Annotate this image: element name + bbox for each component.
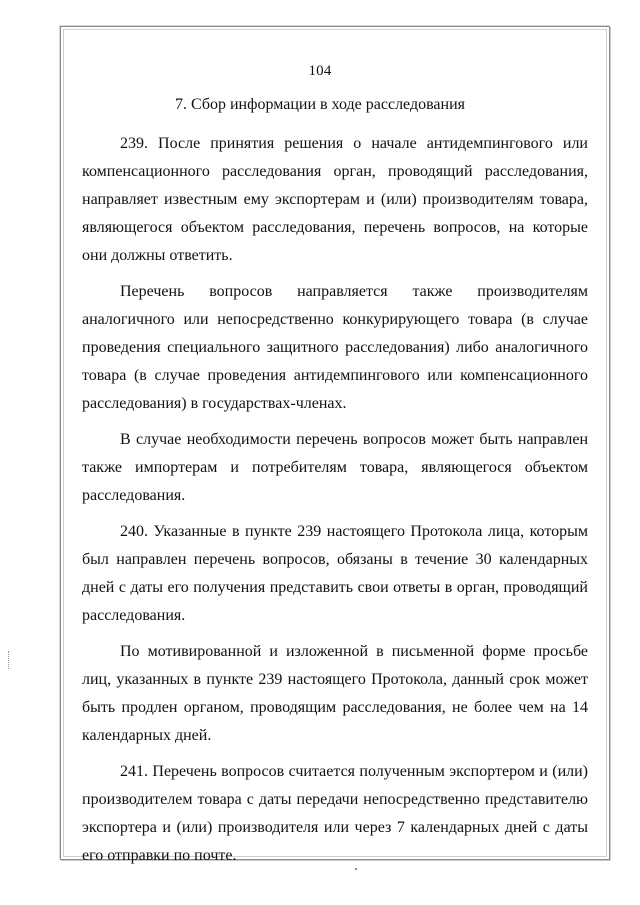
paragraph-240: 240. Указанные в пункте 239 настоящего Протокола лица, которым был направлен перечень вопросов, обязаны в течение 30 календарных дней с даты его получения представить свои ответы в орган, проводящий расследования. (82, 523, 588, 624)
section-title: 7. Сбор информации в ходе расследования (174, 96, 466, 113)
page-number: 104 (308, 63, 332, 79)
scan-artifact-left (8, 651, 10, 669)
document-body (82, 130, 588, 878)
paragraph-extension: По мотивированной и изложенной в письменной форме просьбе лиц, указанных в пункте 239 настоящего Протокола, данный срок может быть продлен органом, проводящим расследования, не более чем на 14 календарных дней. (82, 643, 588, 744)
scan-artifact-bottom (355, 868, 357, 870)
paragraph-241: 241. Перечень вопросов считается полученным экспортером и (или) производителем товара с даты передачи непосредственно представителю экспортера и (или) производителя или через 7 календарных дней с даты его отправки по почте. (82, 763, 588, 864)
paragraph-239: 239. После принятия решения о начале антидемпингового или компенсационного расследования орган, проводящий расследования, направляет известным ему экспортерам и (или) производителям товара, являющегося объектом расследования, перечень вопросов, на которые они должны ответить. (82, 135, 588, 264)
paragraph-importers: В случае необходимости перечень вопросов может быть направлен также импортерам и потребителям товара, являющегося объектом расследования. (82, 431, 588, 504)
paragraph-questions-recipients: Перечень вопросов направляется также производителям аналогичного или непосредственно конкурирующего товара (в случае проведения специального защитного расследования) либо аналогичного товара (в случае проведения антидемпингового или компенсационного расследования) в государствах-членах. (82, 283, 588, 412)
